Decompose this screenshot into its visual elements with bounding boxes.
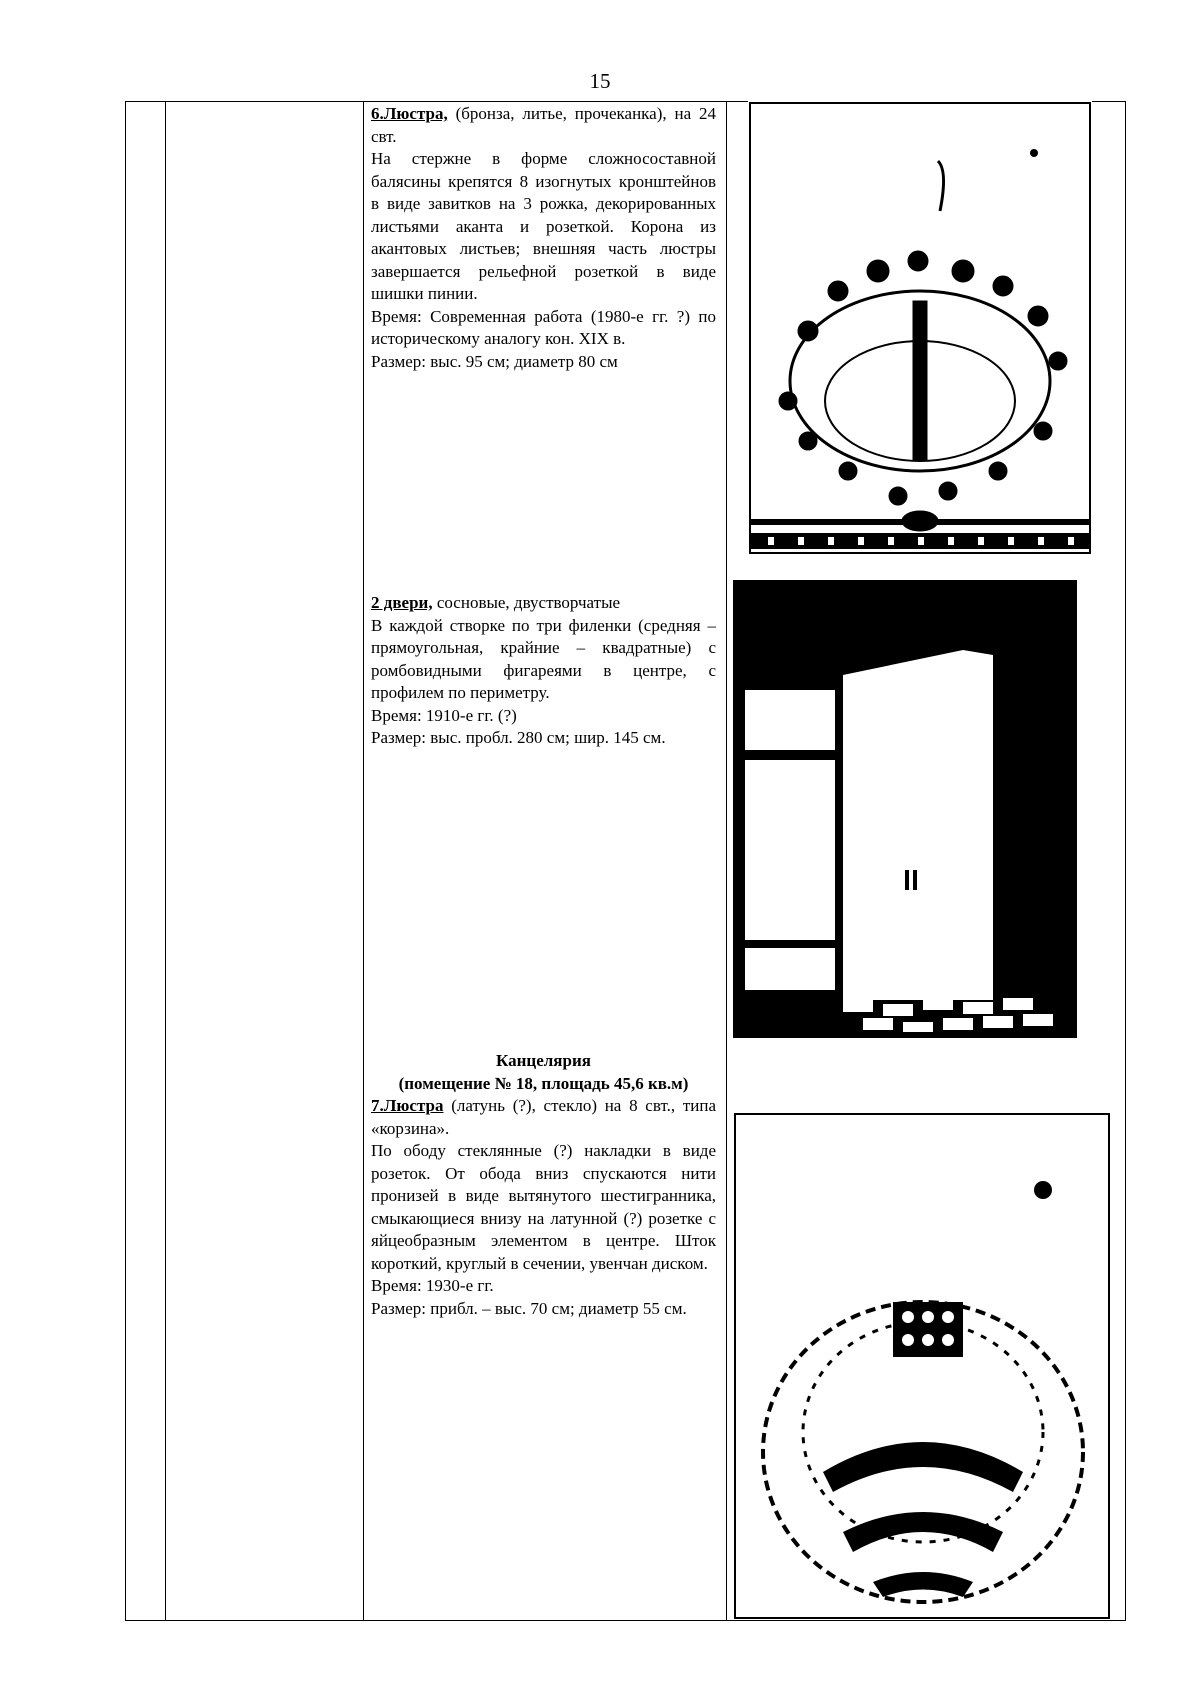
- column-divider-3: [726, 101, 727, 1621]
- column-divider-2: [363, 101, 364, 1621]
- item-size: Размер: выс. 95 см; диаметр 80 см: [371, 351, 618, 371]
- item-description: [371, 1050, 716, 1320]
- chandelier-photo: [748, 101, 1092, 555]
- basket-chandelier-photo: [733, 1112, 1111, 1620]
- item-description: [371, 592, 716, 750]
- column-divider-1: [165, 101, 166, 1621]
- section-title: Канцелярия: [496, 1051, 591, 1070]
- item-title: 7.Люстра: [371, 1096, 444, 1115]
- item-title: 2 двери,: [371, 593, 433, 612]
- doors-photo: [733, 580, 1077, 1038]
- item-subtitle: сосновые, двустворчатые: [432, 593, 621, 612]
- item-title: 6.Люстра,: [371, 104, 448, 123]
- item-size: Размер: выс. пробл. 280 см; шир. 145 см.: [371, 728, 666, 747]
- item-size: Размер: прибл. – выс. 70 см; диаметр 55 см.: [371, 1298, 687, 1318]
- item-body: По ободу стеклянные (?) накладки в виде розеток. От обода вниз спускаются нити пронизей в виде вытянутого шестигранника, смыкающиеся внизу на латунной (?) розетке с яйцеобразным элементом в центре. Шток короткий, круглый в сечении, увенчан диском.: [371, 1141, 716, 1273]
- item-subtitle: (латунь (?), стекло) на 8 свт., типа «корзина».: [371, 1096, 716, 1138]
- item-time: Время: 1930-е гг.: [371, 1276, 494, 1295]
- item-body: В каждой створке по три филенки (средняя – прямоугольная, крайние – квадратные) с ромбовидными фигареями в центре, с профилем по периметру.: [371, 615, 716, 702]
- item-subtitle: (бронза, литье, прочеканка), на 24 свт.: [371, 104, 716, 146]
- item-body: На стержне в форме сложносоставной балясины крепятся 8 изогнутых кронштейнов в виде завитков на 3 рожка, декорированных листьями аканта и розеткой. Корона из акантовых листьев; внешняя часть люстры завершается рельефной розеткой в виде шишки пинии.: [371, 149, 716, 303]
- item-time: Время: Современная работа (1980-е гг. ?) по историческому аналогу кон. XIX в.: [371, 306, 716, 348]
- page-number: 15: [589, 69, 611, 93]
- item-description: [371, 103, 716, 373]
- item-time: Время: 1910-е гг. (?): [371, 705, 517, 725]
- section-subtitle: (помещение № 18, площадь 45,6 кв.м): [398, 1073, 689, 1093]
